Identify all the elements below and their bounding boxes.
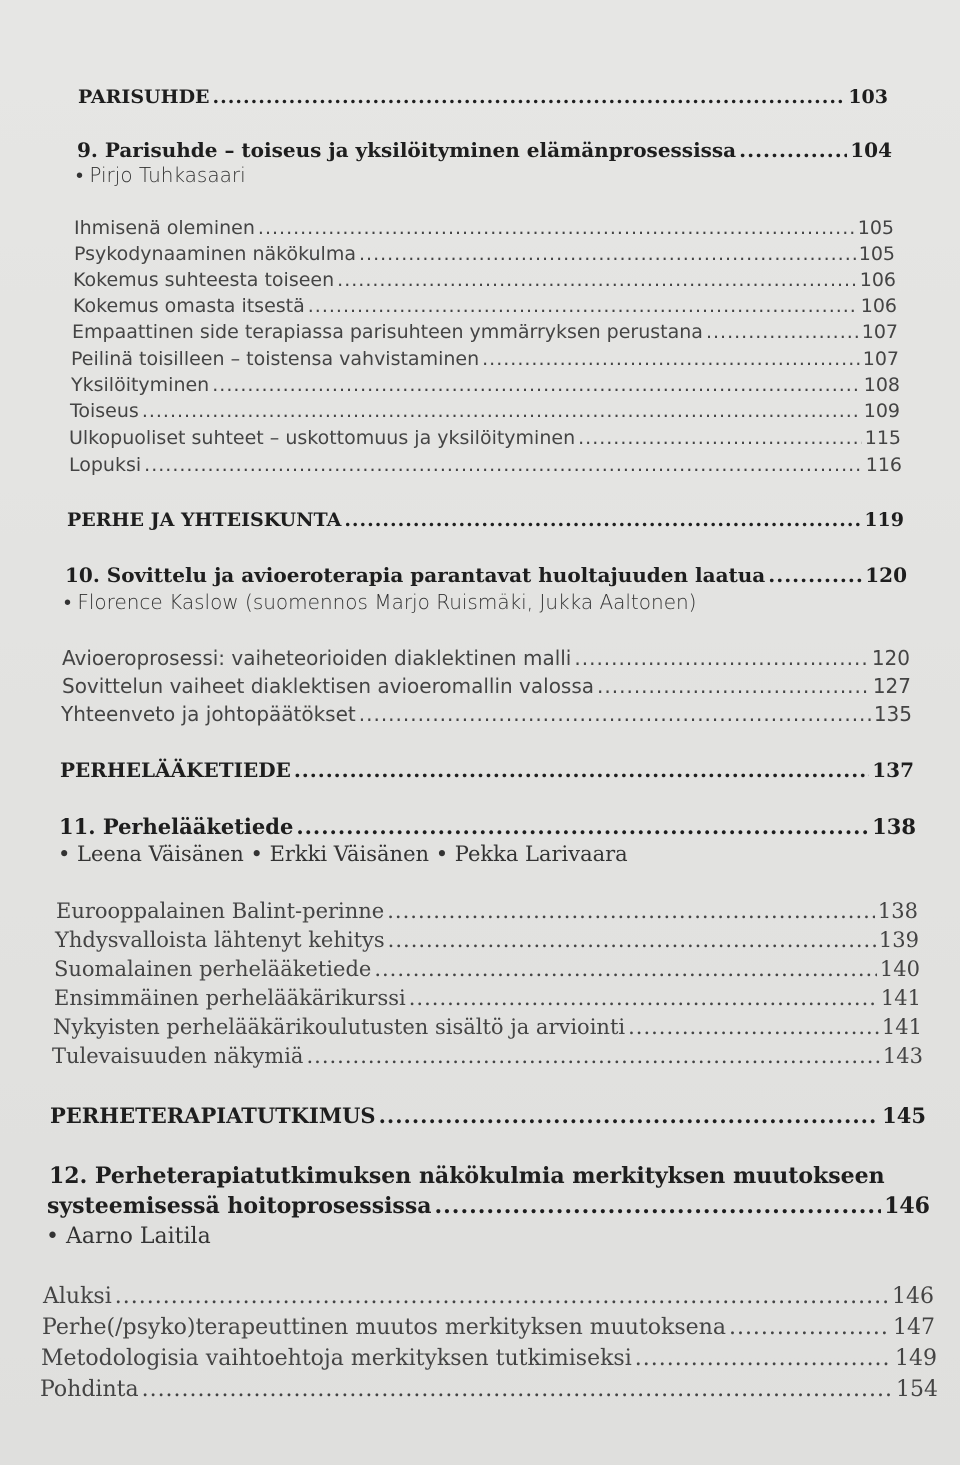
toc-entry: Tulevaisuuden näkymiä ..... 143 (52, 1046, 923, 1067)
chapter-title: 10. Sovittelu ja avioeroterapia parantavat huoltajuuden laatua (65, 563, 766, 587)
dot-leader (115, 1286, 889, 1308)
dot-leader (359, 245, 856, 264)
toc-entry: Ensimmäinen perhelääkärikurssi ..... 141 (54, 988, 921, 1009)
dot-leader (574, 648, 868, 668)
toc-entry: Avioeroprosessi: vaiheteorioiden diaklektinen malli ..... 120 (62, 648, 910, 668)
dot-leader (729, 1317, 890, 1339)
chapter-heading (65, 565, 907, 585)
toc-entry: Suomalainen perhelääketiede ..... 140 (54, 959, 920, 980)
page-number: 104 (850, 138, 892, 162)
toc-entry: Yhteenveto ja johtopäätökset ..... 135 (61, 704, 912, 724)
page-number: 103 (848, 86, 888, 108)
toc-entry: Kokemus omasta itsestä ..... 106 (73, 297, 897, 316)
section-title: PERHETERAPIATUTKIMUS (50, 1103, 376, 1128)
dot-leader (142, 402, 861, 421)
dot-leader (379, 1105, 880, 1126)
page-number: 138 (872, 814, 916, 839)
section-heading (78, 88, 888, 107)
toc-entry: Empaattinen side terapiassa parisuhteen ymmärryksen perustana ..... 107 (72, 323, 898, 342)
dot-leader (597, 676, 870, 696)
section-heading (60, 760, 914, 780)
dot-leader (768, 565, 862, 585)
chapter-heading (77, 140, 892, 160)
dot-leader (308, 297, 858, 316)
toc-entry: Yhdysvalloista lähtenyt kehitys ..... 139 (55, 930, 919, 951)
dot-leader (359, 704, 871, 724)
section-title: PERHELÄÄKETIEDE (60, 758, 291, 782)
section-title: PARISUHDE (78, 86, 210, 108)
dot-leader (306, 1046, 879, 1067)
toc-entry: Kokemus suhteesta toiseen ..... 106 (73, 271, 896, 290)
chapter-heading (47, 1195, 930, 1217)
section-heading (67, 511, 904, 530)
dot-leader (344, 511, 861, 530)
chapter-authors: • Pirjo Tuhkasaari (76, 163, 246, 187)
dot-leader (296, 816, 869, 837)
chapter-authors: • Aarno Laitila (46, 1224, 211, 1249)
dot-leader (212, 376, 861, 395)
toc-entry: Perhe(/psyko)terapeuttinen muutos merkityksen muutoksena ..... 147 (42, 1317, 935, 1339)
section-title: PERHE JA YHTEISKUNTA (67, 509, 342, 531)
page-number: 119 (864, 509, 904, 531)
chapter-title: 9. Parisuhde – toiseus ja yksilöityminen elämänprosessissa (77, 138, 737, 162)
toc-entry: Aluksi ..... 146 (43, 1286, 934, 1308)
toc-entry: Sovittelun vaiheet diaklektisen avioeromallin valossa ..... 127 (62, 676, 911, 696)
dot-leader (213, 88, 846, 107)
dot-leader (578, 429, 862, 448)
dot-leader (628, 1017, 879, 1038)
dot-leader (258, 219, 855, 238)
chapter-heading (59, 816, 916, 837)
dot-leader (739, 140, 847, 160)
toc-entry: Metodologisia vaihtoehtoja merkityksen tutkimiseksi ..... 149 (41, 1348, 937, 1370)
dot-leader (409, 988, 878, 1009)
dot-leader (482, 350, 860, 369)
page-number: 137 (872, 758, 914, 782)
toc-entry: Yksilöityminen ..... 108 (71, 376, 900, 395)
dot-leader (142, 1379, 893, 1401)
dot-leader (434, 1195, 881, 1217)
chapter-title: 11. Perhelääketiede (59, 814, 294, 839)
toc-entry: Ulkopuoliset suhteet – uskottomuus ja yksilöityminen ..... 115 (69, 429, 901, 448)
page-number: 120 (865, 563, 907, 587)
dot-leader (294, 760, 869, 780)
toc-entry: Eurooppalainen Balint-perinne ..... 138 (56, 901, 918, 922)
chapter-authors: • Florence Kaslow (suomennos Marjo Ruismäki, Jukka Aaltonen) (64, 590, 697, 614)
dot-leader (635, 1348, 892, 1370)
chapter-title-line-2: systeemisessä hoitoprosessissa (47, 1193, 432, 1219)
toc-entry: Peilinä toisilleen – toistensa vahvistaminen ..... 107 (71, 350, 899, 369)
section-heading (50, 1105, 926, 1126)
chapter-authors: • Leena Väisänen • Erkki Väisänen • Pekka Larivaara (58, 842, 628, 866)
page-number: 145 (882, 1103, 926, 1128)
dot-leader (387, 901, 875, 922)
page-number: 146 (884, 1193, 930, 1219)
dot-leader (706, 323, 859, 342)
dot-leader (374, 959, 877, 980)
dot-leader (388, 930, 876, 951)
dot-leader (337, 271, 857, 290)
toc-entry: Ihmisenä oleminen ..... 105 (74, 219, 894, 238)
chapter-title-line-1: 12. Perheterapiatutkimuksen näkökulmia merkityksen muutokseen (49, 1163, 885, 1189)
toc-entry: Pohdinta ..... 154 (40, 1379, 938, 1401)
toc-entry: Nykyisten perhelääkärikoulutusten sisältö ja arviointi ..... 141 (53, 1017, 922, 1038)
toc-entry: Toiseus ..... 109 (70, 402, 900, 421)
toc-entry: Psykodynaaminen näkökulma ..... 105 (74, 245, 895, 264)
dot-leader (144, 456, 863, 475)
toc-entry: Lopuksi ..... 116 (69, 456, 902, 475)
